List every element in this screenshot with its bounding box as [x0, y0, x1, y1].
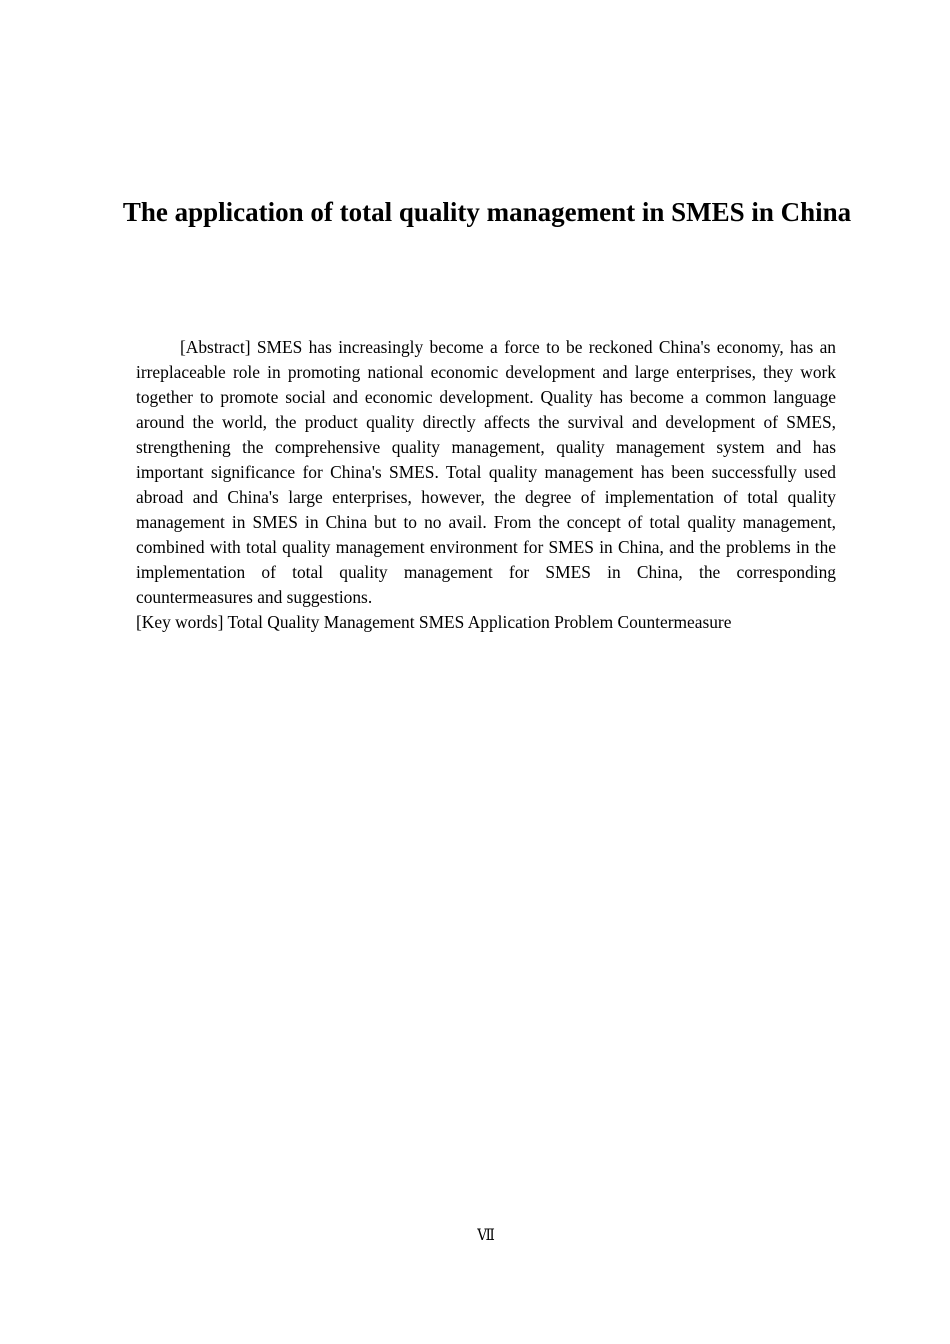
paper-title: The application of total quality management in SMES in China: [122, 197, 852, 227]
page-number: Ⅶ: [477, 1227, 495, 1244]
keywords-line: [Key words] Total Quality Management SMES Application Problem Countermeasure: [136, 612, 732, 632]
abstract-paragraph: [Abstract] SMES has increasingly become a force to be reckoned China's economy, has an irreplaceable role in promoting national economic development and large enterprises, they work together to promote social and economic development. Quality has become a common language around the world, the product quality directly affects the survival and development of SMES, strengthening the comprehensive quality management, quality management system and has important significance for China's SMES. Total quality management has been successfully used abroad and China's large enterprises, however, the degree of implementation of total quality management in SMES in China but to no avail. From the concept of total quality management, combined with total quality management environment for SMES in China, and the problems in the implementation of total quality management for SMES in China, the corresponding countermeasures and suggestions.: [136, 337, 836, 607]
abstract-section: [136, 335, 836, 635]
